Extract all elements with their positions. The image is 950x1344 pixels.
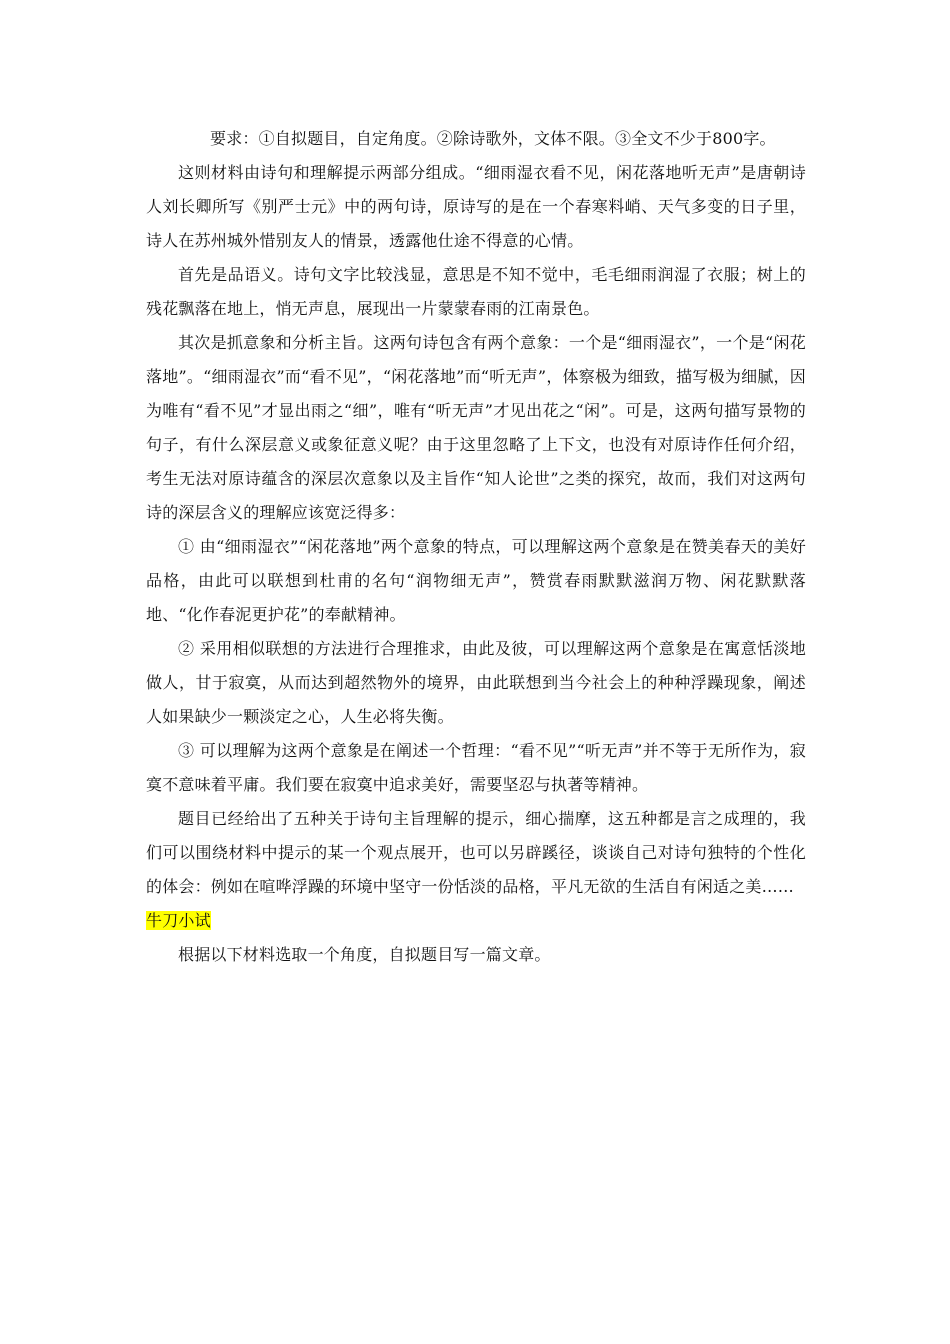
paragraph-task: 根据以下材料选取一个角度，自拟题目写一篇文章。 — [178, 945, 551, 964]
requirement-line: 要求：①自拟题目，自定角度。②除诗歌外，文体不限。③全文不少于800字。 — [210, 129, 776, 148]
paragraph-imagery: 其次是抓意象和分析主旨。这两句诗包含有两个意象：一个是“细雨湿衣”，一个是“闲花落地”。“细雨湿衣”而“看不见”，“闲花落地”而“听无声”，体察极为细致，描写极为细腻，因为唯有“看不见”才显出雨之“细”，唯有“听无声”才见出花之“闲”。可是，这两句描写景物的句子，有什么深层意义或象征意义呢？由于这里忽略了上下文，也没有对原诗作任何介绍，考生无法对原诗蕴含的深层次意象以及主旨作“知人论世”之类的探究，故而，我们对这两句诗的深层含义的理解应该宽泛得多： — [146, 333, 806, 522]
paragraph-point-1: ① 由“细雨湿衣”“闲花落地”两个意象的特点，可以理解这两个意象是在赞美春天的美好品格，由此可以联想到杜甫的名句“润物细无声”，赞赏春雨默默滋润万物、闲花默默落地、“化作春泥更护花”的奉献精神。 — [146, 537, 806, 624]
section-heading: 牛刀小试 — [146, 911, 211, 930]
section-heading-line — [146, 904, 806, 938]
paragraph-point-3: ③ 可以理解为这两个意象是在阐述一个哲理：“看不见”“听无声”并不等于无所作为，寂寞不意味着平庸。我们要在寂寞中追求美好，需要坚忍与执著等精神。 — [146, 741, 806, 794]
paragraph-material-intro: 这则材料由诗句和理解提示两部分组成。“细雨湿衣看不见，闲花落地听无声”是唐朝诗人刘长卿所写《别严士元》中的两句诗，原诗写的是在一个春寒料峭、天气多变的日子里，诗人在苏州城外惜别友人的情景，透露他仕途不得意的心情。 — [146, 163, 806, 250]
paragraph-semantics: 首先是品语义。诗句文字比较浅显，意思是不知不觉中，毛毛细雨润湿了衣服；树上的残花飘落在地上，悄无声息，展现出一片蒙蒙春雨的江南景色。 — [146, 265, 806, 318]
paragraph-summary: 题目已经给出了五种关于诗句主旨理解的提示，细心揣摩，这五种都是言之成理的，我们可以围绕材料中提示的某一个观点展开，也可以另辟蹊径，谈谈自己对诗句独特的个性化的体会：例如在喧哗浮躁的环境中坚守一份恬淡的品格，平凡无欲的生活自有闲适之美…… — [146, 809, 806, 896]
document-body — [146, 122, 806, 972]
paragraph-point-2: ② 采用相似联想的方法进行合理推求，由此及彼，可以理解这两个意象是在寓意恬淡地做人，甘于寂寞，从而达到超然物外的境界，由此联想到当今社会上的种种浮躁现象，阐述人如果缺少一颗淡定之心，人生必将失衡。 — [146, 639, 806, 726]
